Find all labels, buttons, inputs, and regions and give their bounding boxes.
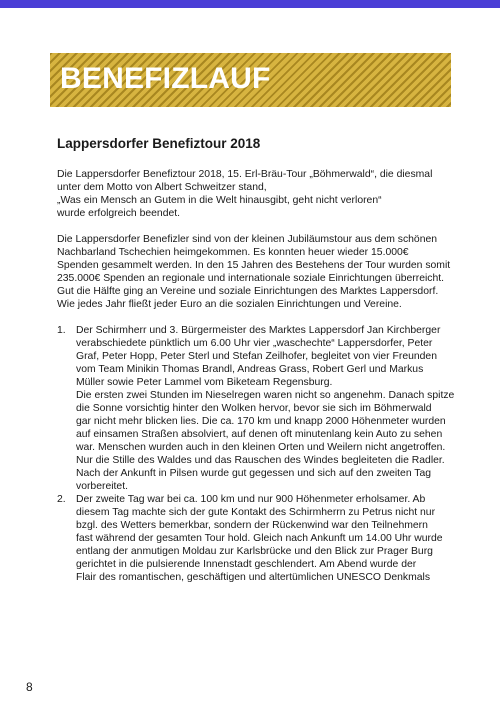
list-line: Die ersten zwei Stunden im Nieselregen waren nicht so angenehm. Danach spitze: [76, 390, 455, 401]
list-line: Der Schirmherr und 3. Bürgermeister des Marktes Lappersdorf Jan Kirchberger: [76, 325, 441, 336]
list-item: [57, 493, 446, 584]
page-number: 8: [26, 680, 33, 694]
list-line: vorbereitet.: [76, 481, 128, 492]
list-item-number: 2.: [57, 494, 66, 505]
tour-days-list: [57, 324, 455, 584]
list-line: die Sonne vorsichtig hinter den Wolken hervor, bevor sie sich im Böhmerwald: [76, 403, 432, 414]
summary-line: Wie jedes Jahr fließt jeder Euro an die sozialen Einrichtungen und Vereine.: [57, 299, 402, 310]
intro-line: Die Lappersdorfer Benefiztour 2018, 15. Erl-Bräu-Tour „Böhmerwald“, die diesmal: [57, 169, 433, 180]
list-line: diesem Tag machte sich der gute Kontakt des Schirmherrn zu Petrus nicht nur: [76, 507, 436, 518]
banner-title: BENEFIZLAUF: [60, 62, 271, 95]
paragraph-spacer: [57, 220, 446, 233]
list-line: fast während der gesamten Tour hold. Gleich nach Ankunft um 14.00 Uhr wurde: [76, 533, 443, 544]
intro-line: unter dem Motto von Albert Schweitzer stand,: [57, 182, 267, 193]
article-title: Lappersdorfer Benefiztour 2018: [57, 136, 261, 151]
list-line: Müller sowie Peter Lammel vom Biketeam Regensburg.: [76, 377, 333, 388]
summary-paragraph: [57, 233, 451, 311]
list-line: Nur die Stille des Waldes und das Rauschen des Windes begleiteten die Radler.: [76, 455, 445, 466]
list-line: gerichtet in die pulsierende Innenstadt geschlendert. Am Abend wurde der: [76, 559, 417, 570]
list-line: vom Team Minikin Thomas Brandl, Andreas Grass, Robert Gerl und Markus: [76, 364, 424, 375]
list-line: entlang der anmutigen Moldau zur Karlsbrücke und den Blick zur Prager Burg: [76, 546, 433, 557]
section-banner: [50, 53, 451, 107]
list-item-number: 1.: [57, 325, 66, 336]
summary-line: Die Lappersdorfer Benefizler sind von der kleinen Jubiläumstour aus dem schönen: [57, 234, 438, 245]
list-line: war. Menschen wurden auch in den kleinen Orten und Weilern nicht angetroffen.: [76, 442, 446, 453]
intro-line: wurde erfolgreich beendet.: [57, 208, 181, 219]
intro-paragraph: [57, 168, 446, 220]
article-body: [57, 168, 455, 584]
intro-line: „Was ein Mensch an Gutem in die Welt hinausgibt, geht nicht verloren“: [57, 195, 382, 206]
summary-line: 235.000€ Spenden an regionale und internationale soziale Einrichtungen überreicht.: [57, 273, 445, 284]
list-item-text: [76, 324, 455, 493]
list-line: auf einsamen Straßen absolviert, auf denen oft minutenlang kein Auto zu sehen: [76, 429, 443, 440]
list-line: Flair des romantischen, geschäftigen und altertümlichen UNESCO Denkmals: [76, 572, 431, 583]
list-line: verabschiedete pünktlich um 6.00 Uhr vier „waschechte“ Lappersdorfer, Peter: [76, 338, 433, 349]
list-item-text: [76, 493, 446, 584]
summary-line: Gut die Hälfte ging an Vereine und soziale Einrichtungen des Marktes Lappersdorf.: [57, 286, 439, 297]
list-line: Nach der Ankunft in Pilsen wurde gut gegessen und sich auf den zweiten Tag: [76, 468, 432, 479]
list-line: bzgl. des Wetters bemerkbar, sondern der Rückenwind war den Teilnehmern: [76, 520, 428, 531]
list-item: [57, 324, 455, 493]
top-accent-bar: [0, 0, 500, 8]
list-line: Graf, Peter Hopp, Peter Sterl und Stefan Zeilhofer, begleitet von vier Freunden: [76, 351, 437, 362]
list-line: Der zweite Tag war bei ca. 100 km und nur 900 Höhenmeter erholsamer. Ab: [76, 494, 426, 505]
paragraph-spacer: [57, 311, 446, 324]
summary-line: Spenden gesammelt werden. In den 15 Jahren des Bestehens der Tour wurden somit: [57, 260, 451, 271]
summary-line: Nachbarland Tschechien heimgekommen. Es konnten heuer wieder 15.000€: [57, 247, 409, 258]
list-line: gar nicht mehr blicken lies. Die ca. 170 km und knapp 2000 Höhenmeter wurden: [76, 416, 446, 427]
